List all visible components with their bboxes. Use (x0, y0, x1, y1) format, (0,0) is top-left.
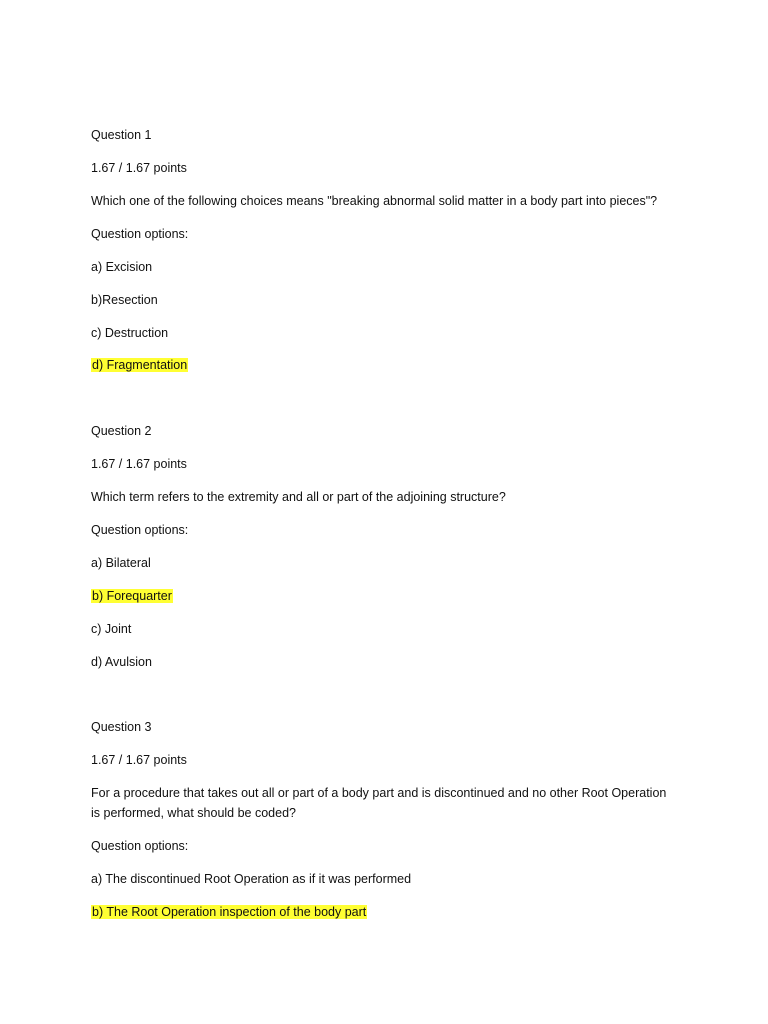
question-3-option-b-highlighted: b) The Root Operation inspection of the body part (92, 905, 367, 919)
question-1-option-a: a) Excision (91, 260, 153, 274)
question-1-option-d-highlighted: d) Fragmentation (92, 358, 188, 372)
question-1-option-c: c) Destruction (91, 326, 169, 340)
question-2-option-d: d) Avulsion (91, 655, 152, 669)
question-1-points: 1.67 / 1.67 points (91, 161, 187, 175)
question-1-prompt: Which one of the following choices means "breaking abnormal solid matter in a body part into pieces"? (91, 194, 658, 208)
question-2-options-label: Question options: (91, 523, 189, 537)
question-3-title: Question 3 (91, 720, 152, 734)
question-2-option-a: a) Bilateral (91, 556, 151, 570)
question-1-option-b: b)Resection (91, 293, 158, 307)
question-2-title: Question 2 (91, 424, 152, 438)
question-3-prompt-line-1: For a procedure that takes out all or part of a body part and is discontinued and no other Root Operation (91, 786, 667, 800)
question-1-options-label: Question options: (91, 227, 189, 241)
question-3-prompt-line-2: is performed, what should be coded? (91, 806, 296, 820)
question-2-option-b-highlighted: b) Forequarter (92, 589, 172, 603)
question-3-option-a: a) The discontinued Root Operation as if it was performed (91, 872, 412, 886)
question-1-title: Question 1 (91, 128, 152, 142)
question-2-prompt: Which term refers to the extremity and all or part of the adjoining structure? (91, 490, 506, 504)
question-3-options-label: Question options: (91, 839, 189, 853)
question-2-option-c: c) Joint (91, 622, 132, 636)
question-3-points: 1.67 / 1.67 points (91, 753, 187, 767)
question-2-points: 1.67 / 1.67 points (91, 457, 187, 471)
